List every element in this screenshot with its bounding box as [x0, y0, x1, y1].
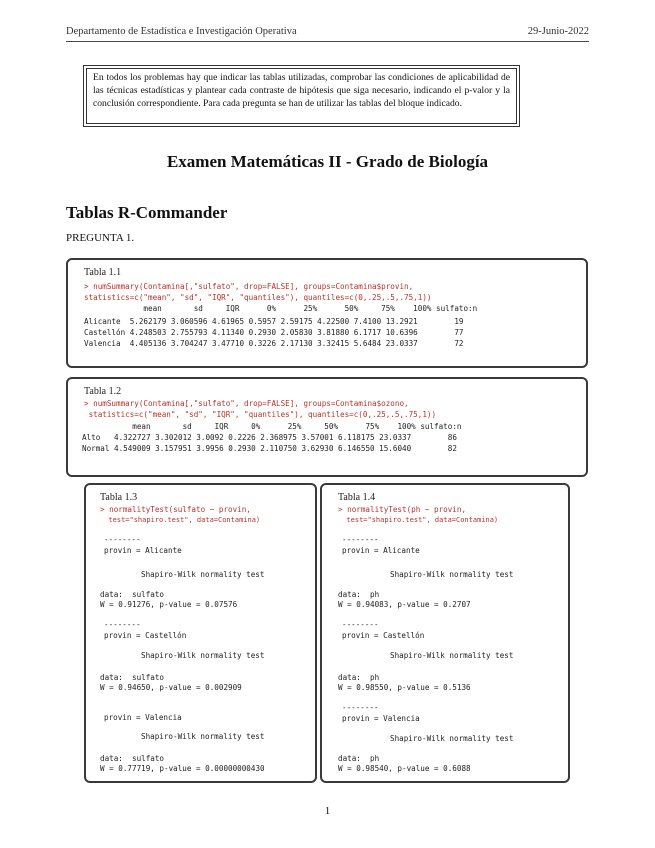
tabla-1-3-group-label: provin = Castellón [104, 631, 187, 640]
tabla-1-4-label: Tabla 1.4 [338, 492, 376, 503]
tabla-1-3-statistic-line: W = 0.94650, p-value = 0.002909 [100, 683, 242, 692]
tabla-1-4-separator: -------- [342, 535, 379, 544]
tabla-1-3-test-name: Shapiro-Wilk normality test [141, 570, 265, 579]
tabla-1-4-statistic-line: W = 0.94083, p-value = 0.2707 [338, 600, 471, 609]
tabla-1-4-test-name: Shapiro-Wilk normality test [390, 570, 514, 579]
tabla-1-2-command-line-2: statistics=c("mean", "sd", "IQR", "quantiles"), quantiles=c(0,.25,.5,.75,1)) [84, 410, 437, 419]
tabla-1-3-group-label: provin = Valencia [104, 713, 182, 722]
tabla-1-4-statistic-line: W = 0.98550, p-value = 0.5136 [338, 683, 471, 692]
tabla-1-2-header-row: mean sd IQR 0% 25% 50% 75% 100% sulfato:n [82, 422, 462, 431]
tabla-1-3-statistic-line: W = 0.91276, p-value = 0.07576 [100, 600, 238, 609]
tabla-1-1-row-castellon: Castellón 4.248503 2.755793 4.11340 0.2930 2.05830 3.81880 6.1717 10.6396 77 [84, 328, 464, 337]
tabla-1-3-separator: -------- [104, 620, 141, 629]
tabla-1-4-group-label: provin = Castellón [342, 631, 425, 640]
exam-title: Examen Matemáticas II - Grado de Biología [166, 152, 489, 171]
tabla-1-3-separator: -------- [104, 535, 141, 544]
instructions-box [83, 65, 520, 127]
tabla-1-4-group-label: provin = Alicante [342, 546, 420, 555]
tabla-1-4-test-name: Shapiro-Wilk normality test [390, 651, 514, 660]
tabla-1-4-group-label: provin = Valencia [342, 714, 420, 723]
tabla-1-3-box [84, 483, 317, 783]
tabla-1-4-statistic-line: W = 0.98540, p-value = 0.6088 [338, 764, 471, 773]
section-title: Tablas R-Commander [66, 203, 228, 222]
tabla-1-4-separator: -------- [342, 620, 379, 629]
tabla-1-3-data-line: data: sulfato [100, 754, 165, 763]
tabla-1-4-data-line: data: ph [338, 673, 380, 682]
tabla-1-4-command-line-1: > normalityTest(ph ~ provin, [338, 505, 467, 514]
tabla-1-4-separator: -------- [342, 703, 379, 712]
tabla-1-1-box [66, 258, 588, 368]
header-department: Departamento de Estadística e Investigación Operativa [66, 26, 297, 37]
tabla-1-4-data-line: data: ph [338, 590, 380, 599]
tabla-1-2-row-normal: Normal 4.549009 3.157951 3.9956 0.2930 2.110750 3.62930 6.146550 15.6040 82 [82, 444, 457, 453]
tabla-1-1-header-row: mean sd IQR 0% 25% 50% 75% 100% sulfato:n [84, 304, 478, 313]
tabla-1-1-row-alicante: Alicante 5.262179 3.060596 4.61965 0.5957 2.59175 4.22500 7.4100 13.2921 19 [84, 317, 464, 326]
header-date: 29-Junio-2022 [527, 26, 589, 37]
tabla-1-2-command-line-1: > numSummary(Contamina[,"sulfato", drop=FALSE], groups=Contamina$ozono, [84, 399, 409, 408]
tabla-1-1-row-valencia: Valencia 4.405136 3.704247 3.47710 0.3226 2.17130 3.32415 5.6484 23.0337 72 [84, 339, 464, 348]
tabla-1-3-test-name: Shapiro-Wilk normality test [141, 732, 265, 741]
page-number: 1 [324, 805, 331, 817]
tabla-1-3-command-line-2: test="shapiro.test", data=Contamina) [100, 516, 261, 524]
tabla-1-2-label: Tabla 1.2 [84, 386, 122, 397]
instructions-text: En todos los problemas hay que indicar las tablas utilizadas, comprobar las condiciones de aplicabilidad de las técnicas estadísticas y plantear cada contraste de hipótesis que siga necesario, indicando el p-valor y la conclusión correspondiente. Para cada pregunta se han de utilizar las tablas del bloque indicado. [86, 68, 517, 124]
tabla-1-3-command-line-1: > normalityTest(sulfato ~ provin, [100, 505, 251, 514]
header-rule [66, 41, 589, 42]
tabla-1-1-command-line-1: > numSummary(Contamina[,"sulfato", drop=FALSE], groups=Contamina$provin, [84, 282, 414, 291]
tabla-1-3-data-line: data: sulfato [100, 673, 165, 682]
tabla-1-3-group-label: provin = Alicante [104, 546, 182, 555]
question-label: PREGUNTA 1. [66, 232, 135, 244]
tabla-1-1-label: Tabla 1.1 [84, 267, 122, 278]
tabla-1-4-command-line-2: test="shapiro.test", data=Contamina) [338, 516, 499, 524]
tabla-1-3-label: Tabla 1.3 [100, 492, 138, 503]
tabla-1-3-test-name: Shapiro-Wilk normality test [141, 651, 265, 660]
tabla-1-2-row-alto: Alto 4.322727 3.302012 3.0092 0.2226 2.368975 3.57001 6.118175 23.0337 86 [82, 433, 457, 442]
tabla-1-4-test-name: Shapiro-Wilk normality test [390, 734, 514, 743]
tabla-1-1-command-line-2: statistics=c("mean", "sd", "IQR", "quantiles"), quantiles=c(0,.25,.5,.75,1)) [84, 293, 432, 302]
tabla-1-2-box [66, 377, 588, 477]
tabla-1-3-statistic-line: W = 0.77719, p-value = 0.00000000430 [100, 764, 265, 773]
tabla-1-3-data-line: data: sulfato [100, 590, 165, 599]
tabla-1-4-data-line: data: ph [338, 754, 380, 763]
tabla-1-4-box [320, 483, 570, 783]
